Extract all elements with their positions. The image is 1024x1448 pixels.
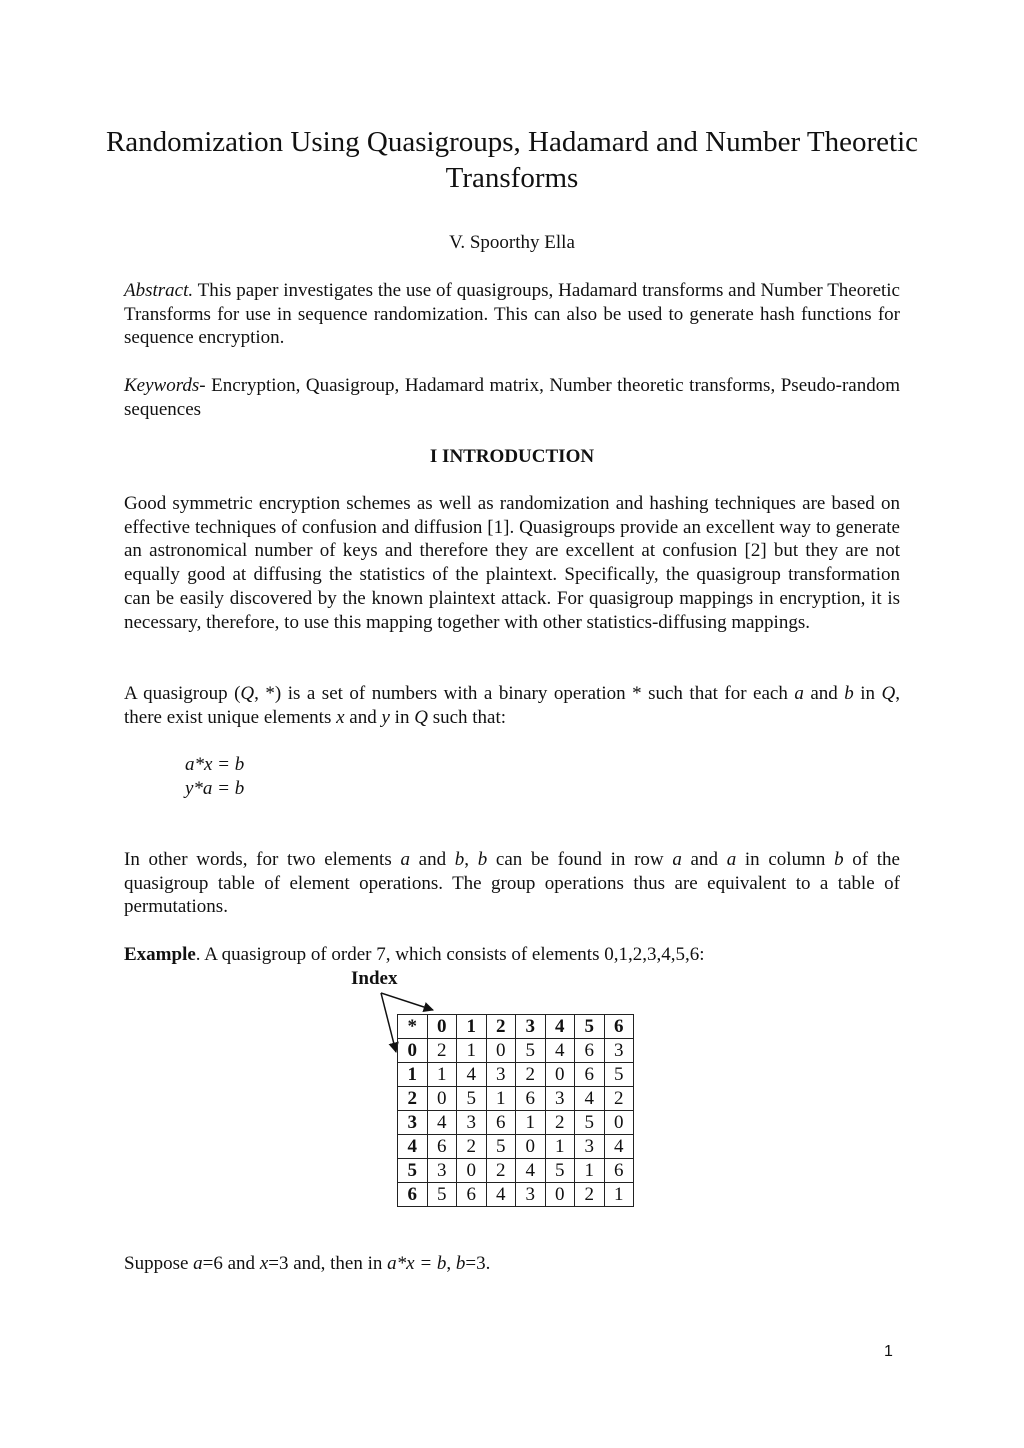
table-cell: 3 (545, 1087, 575, 1111)
table-cell: 1 (545, 1135, 575, 1159)
table-cell: 4 (575, 1087, 605, 1111)
index-label: Index (351, 968, 398, 989)
table-cell: 6 (516, 1087, 546, 1111)
table-cell: 0 (486, 1039, 516, 1063)
table-cell: 5 (516, 1039, 546, 1063)
table-row (398, 1087, 634, 1111)
table-cell: 5 (486, 1135, 516, 1159)
table-column-header: 0 (427, 1015, 457, 1039)
table-row-header: 6 (398, 1183, 428, 1207)
table-row-header: 4 (398, 1135, 428, 1159)
intro-paragraph: Good symmetric encryption schemes as well as randomization and hashing techniques are based on effective techniques of confusion and diffusion [1]. Quasigroups provide an excellent way to generate an astronomical number of keys and therefore they are excellent at confusion [2] but they are not equally good at diffusing the statistics of the plaintext. Specifically, the quasigroup transformation can be easily discovered by the known plaintext attack. For quasigroup mappings in encryption, it is necessary, therefore, to use this mapping together with other statistics-diffusing mappings. (124, 493, 900, 633)
table-row (398, 1063, 634, 1087)
equation-1: a*x = b (185, 754, 245, 775)
abstract-text: This paper investigates the use of quasigroups, Hadamard transforms and Number Theoretic Transforms for use in sequence randomization. This can also be used to generate hash functions for sequence encryption. (124, 280, 900, 349)
author-name: V. Spoorthy Ella (449, 232, 575, 253)
table-header-row (398, 1015, 634, 1039)
table-row (398, 1111, 634, 1135)
table-cell: 3 (427, 1159, 457, 1183)
table-cell: 5 (427, 1183, 457, 1207)
table-cell: 5 (545, 1159, 575, 1183)
abstract-label: Abstract. (124, 280, 194, 301)
table-cell: 2 (516, 1063, 546, 1087)
table-cell: 0 (604, 1111, 634, 1135)
table-row-header: 5 (398, 1159, 428, 1183)
table-column-header: 2 (486, 1015, 516, 1039)
table-cell: 6 (575, 1039, 605, 1063)
table-cell: 2 (545, 1111, 575, 1135)
table-cell: 1 (516, 1111, 546, 1135)
arrow-to-column-header (381, 993, 433, 1010)
table-cell: 0 (516, 1135, 546, 1159)
table-cell: 5 (575, 1111, 605, 1135)
table-cell: 0 (457, 1159, 487, 1183)
table-column-header: 4 (545, 1015, 575, 1039)
keywords-text: Encryption, Quasigroup, Hadamard matrix, Number theoretic transforms, Pseudo-random sequences (124, 375, 900, 420)
keywords-label: Keywords- (124, 375, 206, 396)
table-row-header: 1 (398, 1063, 428, 1087)
table-row (398, 1039, 634, 1063)
table-cell: 4 (457, 1063, 487, 1087)
table-row-header: 3 (398, 1111, 428, 1135)
table-cell: 5 (457, 1087, 487, 1111)
table-cell: 4 (604, 1135, 634, 1159)
table-row (398, 1159, 634, 1183)
page-number: 1 (884, 1343, 893, 1360)
table-cell: 5 (604, 1063, 634, 1087)
table-row-header: 2 (398, 1087, 428, 1111)
definition-paragraph: A quasigroup (Q, *) is a set of numbers with a binary operation * such that for each a and b in Q, there exist unique elements x and y in Q such that: (124, 683, 901, 728)
table-row (398, 1183, 634, 1207)
equation-2: y*a = b (185, 778, 245, 799)
other-words-paragraph: In other words, for two elements a and b, b can be found in row a and a in column b of the quasigroup table of element operations. The group operations thus are equivalent to a table of permutations. (124, 849, 900, 918)
table-cell: 2 (604, 1087, 634, 1111)
table-cell: 3 (604, 1039, 634, 1063)
table-row-header: 0 (398, 1039, 428, 1063)
table-cell: 3 (575, 1135, 605, 1159)
table-cell: 3 (516, 1183, 546, 1207)
quasigroup-table (397, 1014, 634, 1207)
suppose-paragraph: Suppose a=6 and x=3 and, then in a*x = b, b=3. (124, 1253, 491, 1274)
table-cell: 1 (604, 1183, 634, 1207)
table-cell: 6 (604, 1159, 634, 1183)
table-column-header: 5 (575, 1015, 605, 1039)
table-cell: 6 (457, 1183, 487, 1207)
example-label: Example (124, 944, 196, 965)
table-cell: 6 (427, 1135, 457, 1159)
section-heading: I INTRODUCTION (429, 446, 595, 467)
table-cell: 6 (486, 1111, 516, 1135)
table-cell: 0 (545, 1063, 575, 1087)
table-cell: 6 (575, 1063, 605, 1087)
table-cell: 1 (457, 1039, 487, 1063)
table-cell: 0 (545, 1183, 575, 1207)
table-cell: 2 (457, 1135, 487, 1159)
table-cell: 3 (457, 1111, 487, 1135)
table-cell: 2 (486, 1159, 516, 1183)
table-column-header: 3 (516, 1015, 546, 1039)
table-cell: 3 (486, 1063, 516, 1087)
paper-title: Randomization Using Quasigroups, Hadamard and Number Theoretic Transforms (105, 126, 919, 194)
example-text: . A quasigroup of order 7, which consists of elements 0,1,2,3,4,5,6: (195, 944, 705, 965)
table-cell: 1 (427, 1063, 457, 1087)
table-cell: 1 (575, 1159, 605, 1183)
table-cell: 2 (575, 1183, 605, 1207)
table-cell: 4 (427, 1111, 457, 1135)
table-cell: 4 (516, 1159, 546, 1183)
table-row (398, 1135, 634, 1159)
table-cell: 4 (545, 1039, 575, 1063)
table-column-header: 1 (457, 1015, 487, 1039)
table-column-header: 6 (604, 1015, 634, 1039)
table-cell: 2 (427, 1039, 457, 1063)
table-corner-cell: * (398, 1015, 428, 1039)
table-cell: 0 (427, 1087, 457, 1111)
arrow-to-row-header (381, 993, 396, 1052)
table-cell: 1 (486, 1087, 516, 1111)
table-cell: 4 (486, 1183, 516, 1207)
